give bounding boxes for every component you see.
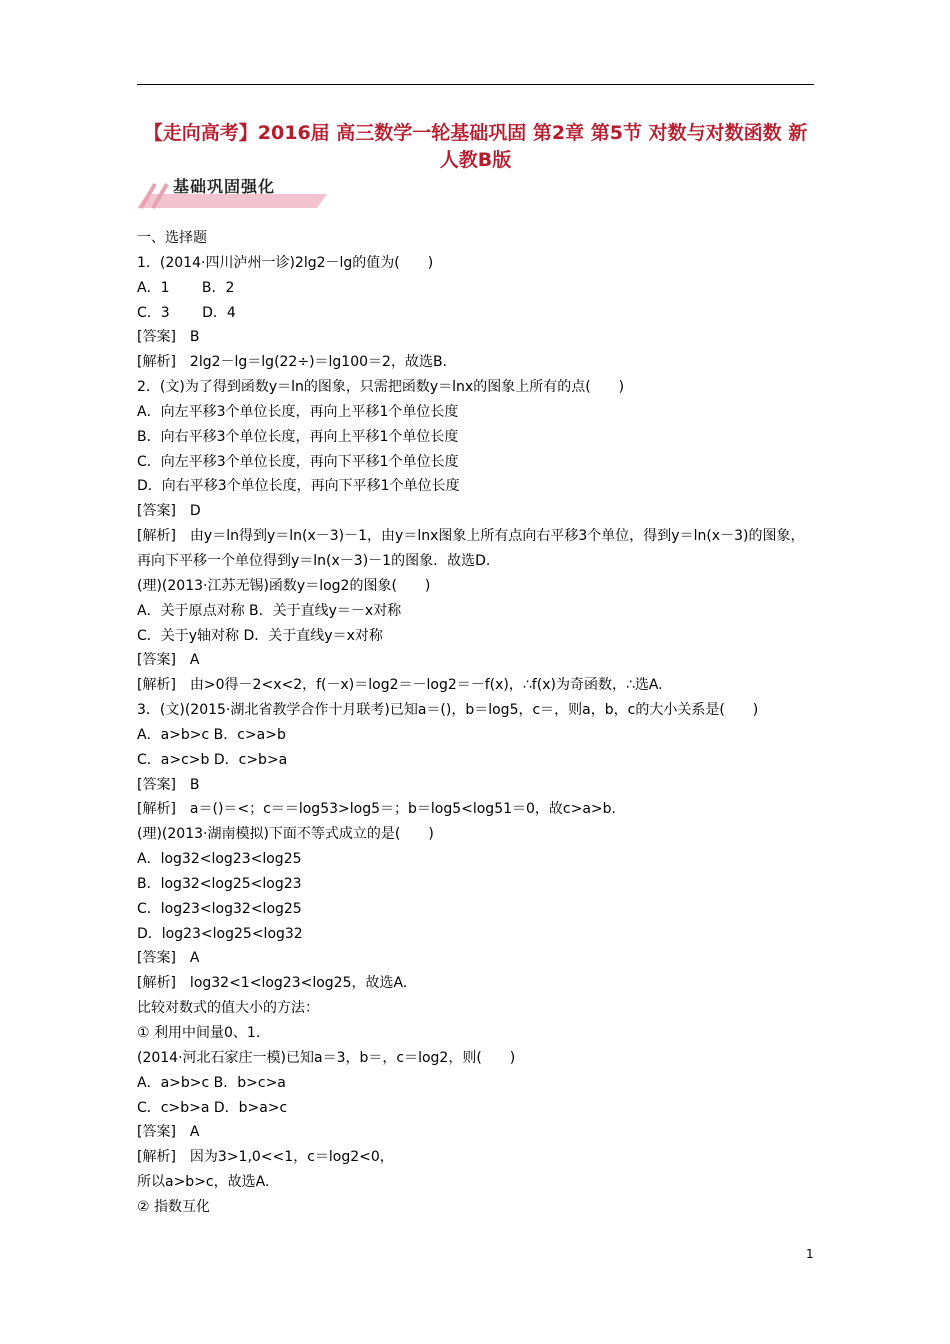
text-line: C．向左平移3个单位长度，再向下平移1个单位长度 xyxy=(137,453,459,470)
page-number: 1 xyxy=(806,1247,814,1261)
text-line: A．关于原点对称 B．关于直线y＝－x对称 xyxy=(137,602,402,619)
text-line: A．1 B．2 xyxy=(137,279,235,296)
section-banner xyxy=(137,174,337,210)
text-line: [答案] A xyxy=(137,950,200,967)
text-line: A．a>b>c B．c>a>b xyxy=(137,726,286,743)
text-line: B．log32<log25<log23 xyxy=(137,875,302,892)
text-line: C．3 D．4 xyxy=(137,304,236,321)
text-line: 一、选择题 xyxy=(137,230,207,246)
text-line: A．log32<log23<log25 xyxy=(137,851,302,868)
text-line: (理)(2013·江苏无锡)函数y＝log2的图象( ) xyxy=(137,577,431,594)
document-body xyxy=(137,226,814,1220)
text-line: C．关于y轴对称 D．关于直线y＝x对称 xyxy=(137,627,383,644)
text-line: B．向右平移3个单位长度，再向上平移1个单位长度 xyxy=(137,428,459,445)
header-rule xyxy=(137,84,814,85)
text-line: C．c>b>a D．b>a>c xyxy=(137,1099,288,1116)
text-line: A．a>b>c B．b>c>a xyxy=(137,1074,286,1091)
text-line: [解析] a＝()＝<；c＝＝log53>log5＝；b＝log5<log51＝0，故c>a>b. xyxy=(137,801,616,818)
document-title: 【走向高考】2016届 高三数学一轮基础巩固 第2章 第5节 对数与对数函数 新人教B版 xyxy=(143,122,808,171)
text-line: [答案] B xyxy=(137,776,200,793)
text-line: 所以a>b>c，故选A. xyxy=(137,1174,270,1191)
text-line: [答案] A xyxy=(137,1124,200,1141)
text-line: [解析] 2lg2－lg＝lg(22÷)＝lg100＝2，故选B. xyxy=(137,354,447,371)
text-line: [答案] B xyxy=(137,329,200,346)
text-line: 3．(文)(2015·湖北省教学合作十月联考)已知a＝()，b＝log5，c＝，则a，b，c的大小关系是( ) xyxy=(137,702,759,719)
text-line: [解析] 由>0得－2<x<2，f(－x)＝log2＝－log2＝－f(x)，∴f(x)为奇函数，∴选A. xyxy=(137,677,663,694)
text-line: A．向左平移3个单位长度，再向上平移1个单位长度 xyxy=(137,403,459,420)
text-line: [答案] A xyxy=(137,652,200,669)
text-line: D．向右平移3个单位长度，再向下平移1个单位长度 xyxy=(137,478,460,495)
text-line: [答案] D xyxy=(137,503,201,520)
text-line: C．log23<log32<log25 xyxy=(137,900,302,917)
text-line: ① 利用中间量0、1. xyxy=(137,1025,261,1041)
text-line: 比较对数式的值大小的方法： xyxy=(137,1000,319,1017)
text-line: C．a>c>b D．c>b>a xyxy=(137,751,288,768)
text-line: 1．(2014·四川泸州一诊)2lg2－lg的值为( ) xyxy=(137,254,434,271)
text-line: (理)(2013·湖南模拟)下面不等式成立的是( ) xyxy=(137,826,434,843)
text-line: ② 指数互化 xyxy=(137,1198,211,1215)
text-line: D．log23<log25<log32 xyxy=(137,925,303,942)
text-paragraph: [解析] 由y＝ln得到y＝ln(x－3)－1，由y＝lnx图象上所有点向右平移3个单位，得到y＝ln(x－3)的图象，再向下平移一个单位得到y＝ln(x－3)－1的图象．故选D. xyxy=(137,528,805,569)
text-line: 2．(文)为了得到函数y＝ln的图象，只需把函数y＝lnx的图象上所有的点( ) xyxy=(137,379,625,396)
text-line: [解析] log32<1<log23<log25，故选A. xyxy=(137,975,408,992)
text-line: (2014·河北石家庄一模)已知a＝3，b＝，c＝log2，则( ) xyxy=(137,1049,516,1066)
banner-label: 基础巩固强化 xyxy=(173,177,276,196)
text-line: [解析] 因为3>1,0<<1，c＝log2<0， xyxy=(137,1149,394,1166)
